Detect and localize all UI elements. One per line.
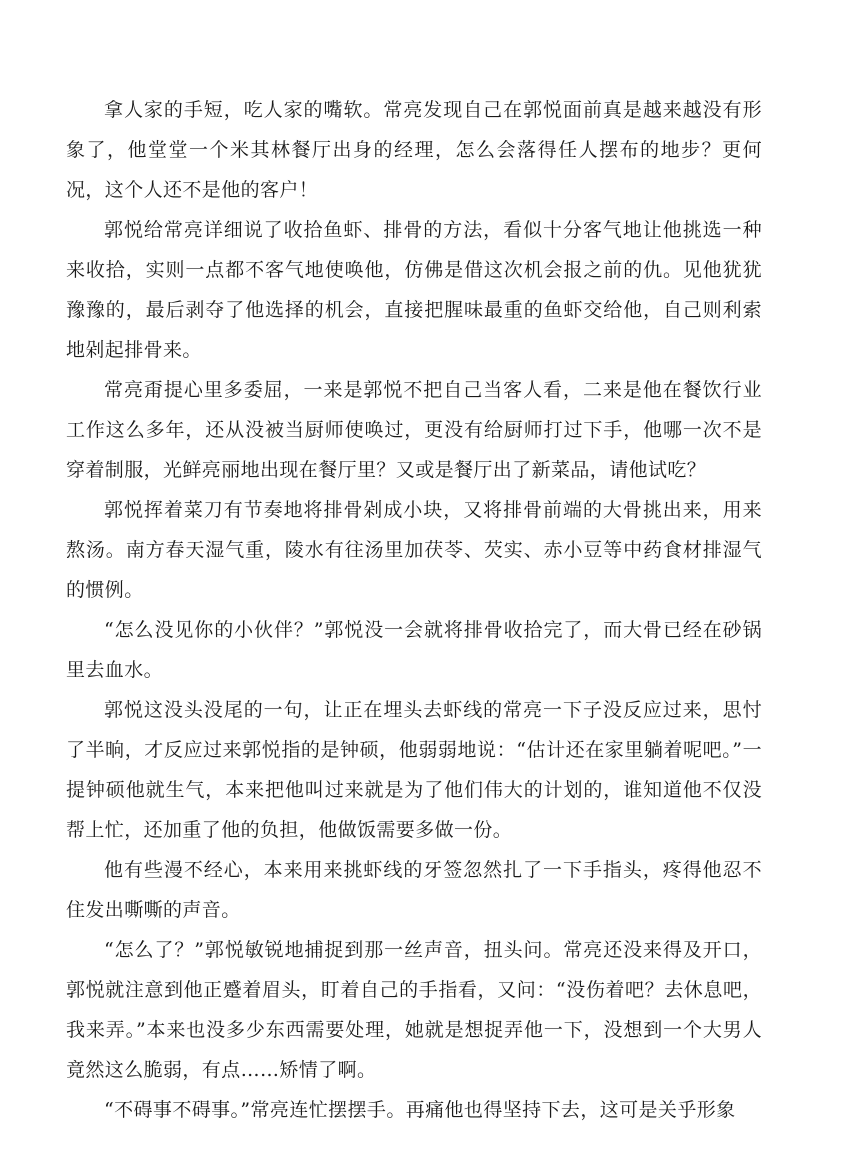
paragraph: “怎么了？”郭悦敏锐地捕捉到那一丝声音，扭头问。常亮还没来得及开口，郭悦就注意到他正蹙着眉头，盯着自己的手指看，又问：“没伤着吧？去休息吧，我来弄。”本来也没多少东西需要处理，她就是想捉弄他一下，没想到一个大男人竟然这么脆弱，有点……矫情了啊。 (66, 939, 762, 1081)
paragraph: 郭悦这没头没尾的一句，让正在埋头去虾线的常亮一下子没反应过来，思忖了半晌，才反应过来郭悦指的是钟硕，他弱弱地说：“估计还在家里躺着呢吧。”一提钟硕他就生气，本来把他叫过来就是为了他们伟大的计划的，谁知道他不仅没帮上忙，还加重了他的负担，他做饭需要多做一份。 (66, 699, 762, 841)
document-body (66, 90, 762, 1130)
paragraph: 拿人家的手短，吃人家的嘴软。常亮发现自己在郭悦面前真是越来越没有形象了，他堂堂一个米其林餐厅出身的经理，怎么会落得任人摆布的地步？更何况，这个人还不是他的客户！ (66, 99, 762, 201)
paragraph: 常亮甭提心里多委屈，一来是郭悦不把自己当客人看，二来是他在餐饮行业工作这么多年，还从没被当厨师使唤过，更没有给厨师打过下手，他哪一次不是穿着制服，光鲜亮丽地出现在餐厅里？又或是餐厅出了新菜品，请他试吃？ (66, 379, 762, 481)
paragraph: “怎么没见你的小伙伴？”郭悦没一会就将排骨收拾完了，而大骨已经在砂锅里去血水。 (66, 619, 762, 681)
paragraph: 郭悦给常亮详细说了收拾鱼虾、排骨的方法，看似十分客气地让他挑选一种来收拾，实则一点都不客气地使唤他，仿佛是借这次机会报之前的仇。见他犹犹豫豫的，最后剥夺了他选择的机会，直接把腥味最重的鱼虾交给他，自己则利索地剁起排骨来。 (66, 219, 762, 361)
paragraph: 郭悦挥着菜刀有节奏地将排骨剁成小块，又将排骨前端的大骨挑出来，用来熬汤。南方春天湿气重，陵水有往汤里加茯苓、芡实、赤小豆等中药食材排湿气的惯例。 (66, 499, 762, 601)
paragraph: “不碍事不碍事。”常亮连忙摆摆手。再痛他也得坚持下去，这可是关乎形象 (104, 1099, 736, 1121)
paragraph: 他有些漫不经心，本来用来挑虾线的牙签忽然扎了一下手指头，疼得他忍不住发出嘶嘶的声音。 (66, 859, 762, 921)
